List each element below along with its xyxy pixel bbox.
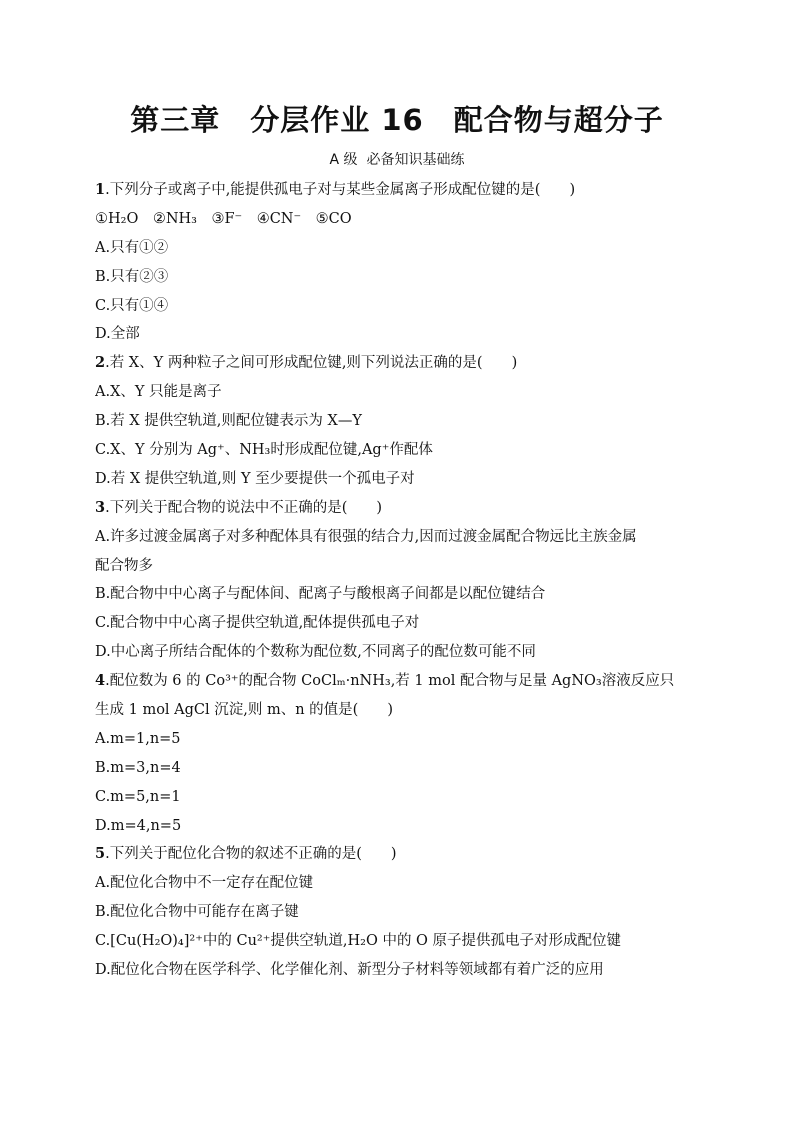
answer-option: C.X、Y 分别为 Ag⁺、NH₃时形成配位键,Ag⁺作配体 (95, 442, 433, 459)
question-list (95, 176, 700, 985)
question-stem: .配位数为 6 的 Co³⁺的配合物 CoClₘ·nNH₃,若 1 mol 配合物与足量 AgNO₃溶液反应只 (105, 673, 675, 690)
text-line (95, 927, 700, 956)
text-line (95, 898, 700, 927)
text-line (95, 552, 700, 581)
question-stem: .若 X、Y 两种粒子之间可形成配位键,则下列说法正确的是( ) (105, 355, 518, 372)
text-line (95, 696, 700, 725)
answer-option: A.许多过渡金属离子对多种配体具有很强的结合力,因而过渡金属配合物远比主族金属 (95, 528, 637, 545)
answer-option: B.m=3,n=4 (95, 759, 181, 776)
text-line (95, 725, 700, 754)
text-line (95, 494, 700, 523)
answer-option: D.若 X 提供空轨道,则 Y 至少要提供一个孤电子对 (95, 470, 415, 487)
page-title: 第三章 分层作业 16 配合物与超分子 (130, 103, 664, 137)
text-line (95, 205, 700, 234)
answer-option: D.中心离子所结合配体的个数称为配位数,不同离子的配位数可能不同 (95, 644, 536, 661)
answer-option: A.X、Y 只能是离子 (95, 384, 222, 401)
text-line (95, 292, 700, 321)
answer-option-continued: 配合物多 (95, 557, 153, 574)
answer-option: C.只有①④ (95, 297, 169, 314)
text-line (95, 754, 700, 783)
answer-option: C.[Cu(H₂O)₄]²⁺中的 Cu²⁺提供空轨道,H₂O 中的 O 原子提供孤电子对形成配位键 (95, 933, 622, 950)
answer-option: D.m=4,n=5 (95, 817, 182, 834)
text-line (95, 378, 700, 407)
answer-option: B.配合物中中心离子与配体间、配离子与酸根离子间都是以配位键结合 (95, 586, 546, 603)
question-stem: .下列关于配位化合物的叙述不正确的是( ) (105, 846, 397, 863)
answer-option: B.只有②③ (95, 268, 169, 285)
text-line (95, 783, 700, 812)
text-line (95, 234, 700, 263)
text-line (95, 465, 700, 494)
question-stem: .下列分子或离子中,能提供孤电子对与某些金属离子形成配位键的是( ) (105, 182, 576, 198)
text-line (95, 609, 700, 638)
answer-option: B.若 X 提供空轨道,则配位键表示为 X—Y (95, 413, 362, 430)
answer-option: A.m=1,n=5 (95, 730, 181, 747)
answer-option: C.配合物中中心离子提供空轨道,配体提供孤电子对 (95, 615, 420, 632)
text-line (95, 349, 700, 378)
answer-option: D.全部 (95, 326, 140, 343)
text-line (95, 840, 700, 869)
text-line (95, 263, 700, 292)
text-line (95, 812, 700, 841)
answer-option: B.配位化合物中可能存在离子键 (95, 904, 299, 921)
text-line (95, 638, 700, 667)
question-number: 3 (95, 498, 106, 516)
question-number: 2 (95, 354, 106, 372)
text-line (95, 523, 700, 552)
question-stem: .下列关于配合物的说法中不正确的是( ) (105, 499, 383, 516)
text-line (95, 580, 700, 609)
text-line (95, 176, 700, 205)
text-line (95, 667, 700, 696)
answer-option: D.配位化合物在医学科学、化学催化剂、新型分子材料等领域都有着广泛的应用 (95, 962, 604, 979)
question-number: 4 (95, 672, 106, 690)
answer-option: A.只有①② (95, 239, 169, 256)
text-line (95, 869, 700, 898)
text-line (95, 956, 700, 985)
question-number: 5 (95, 845, 106, 863)
text-line (95, 407, 700, 436)
answer-option: A.配位化合物中不一定存在配位键 (95, 875, 314, 892)
text-line (95, 320, 700, 349)
answer-option: C.m=5,n=1 (95, 788, 181, 805)
question-stem-continued: 生成 1 mol AgCl 沉淀,则 m、n 的值是( ) (95, 702, 393, 719)
text-line (95, 436, 700, 465)
option-list: ①H₂O ②NH₃ ③F⁻ ④CN⁻ ⑤CO (95, 210, 352, 227)
question-number: 1 (95, 181, 106, 198)
section-subtitle: A 级 必备知识基础练 (329, 152, 465, 168)
